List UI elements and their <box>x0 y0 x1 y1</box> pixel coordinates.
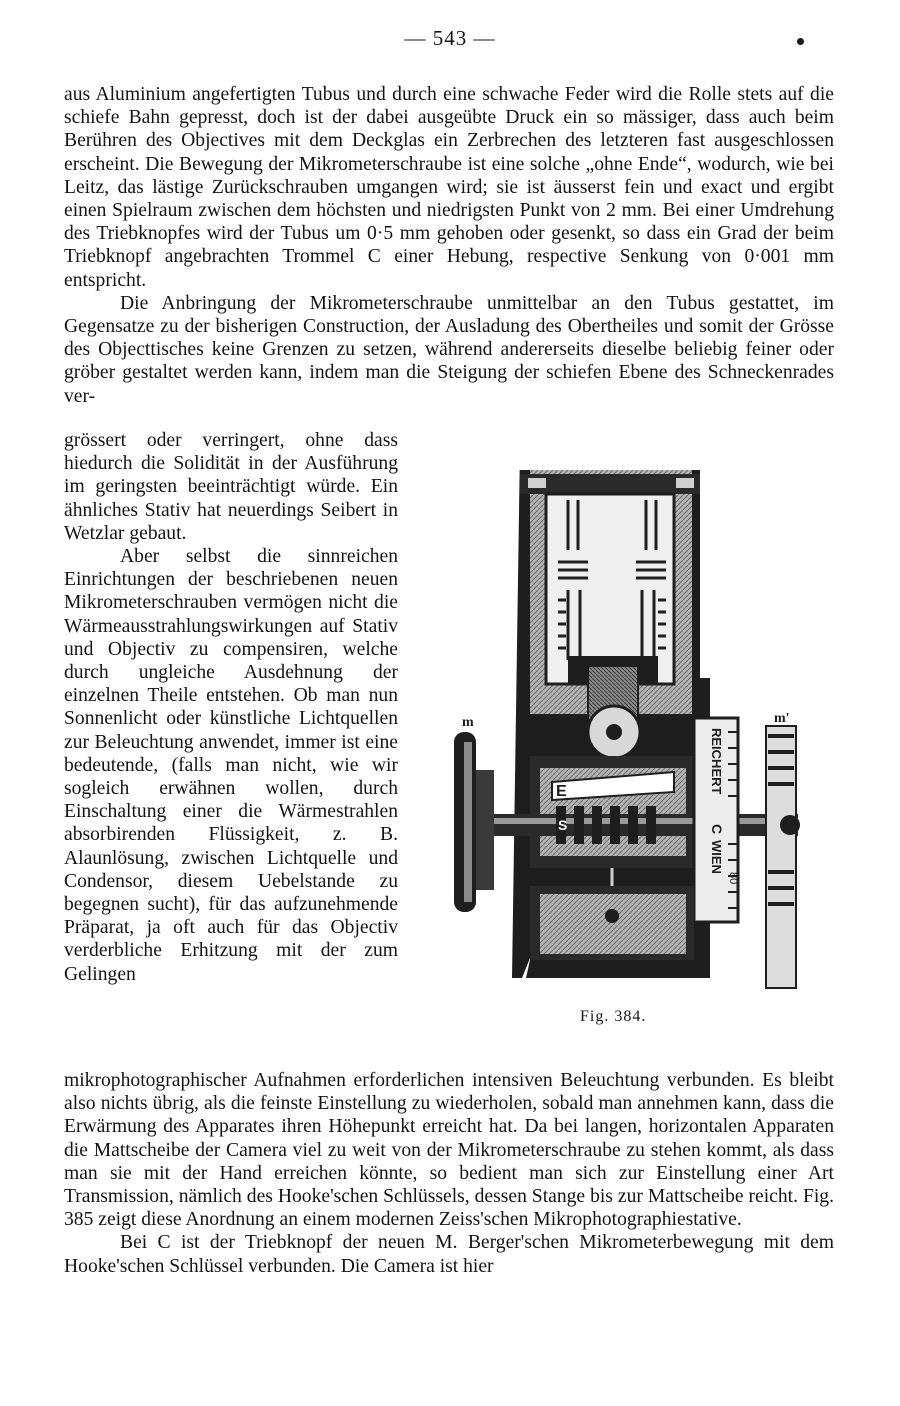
label-m: m <box>462 715 474 730</box>
label-c: C <box>709 824 725 835</box>
paragraph: Bei C ist der Triebknopf der neuen M. Berger'schen Mikrometerbewegung mit dem Hooke'schen Schlüssel verbunden. Die Camera ist hier <box>64 1232 834 1277</box>
paragraph: Aber selbst die sinnreichen Einrichtungen der beschriebenen neuen Mikrometerschrauben vermögen nicht die Wärmeausstrahlungswirkungen auf Stativ und Objectiv zu compensiren, welche durch ungleiche Ausdehnung der einzelnen Theile entstehen. Ob man nun Sonnenlicht oder künstliche Lichtquellen zur Beleuchtung anwendet, immer ist eine bedeutende, (falls man nicht, wie wir sogleich erwähnen wollen, durch Einschaltung einer die Wärmestrahlen absorbirenden Flüssigkeit, z. B. Alaunlösung, zwischen Lichtquelle und Condensor, diesem Uebelstande zu begegnen sucht), für das aufzunehmende Präparat, ja oft auch für das Objectiv verderbliche Erhitzung mit der zum Gelingen <box>64 546 398 985</box>
side-text-block <box>64 429 398 986</box>
label-s: S <box>558 817 568 833</box>
paragraph: Die Anbringung der Mikrometerschraube unmittelbar an den Tubus gestattet, im Gegensatze zu der bisherigen Construction, der Ausladung des Obertheiles und somit der Grösse des Objecttisches keine Grenzen zu setzen, während andererseits dieselbe beliebig feiner oder gröber gestaltet werden kann, indem man die Steigung der schiefen Ebene des Schneckenrades ver- <box>64 292 834 407</box>
label-scale: 80 <box>727 872 739 885</box>
label-m-prime: m' <box>774 711 790 726</box>
micrometer-engraving <box>428 470 846 990</box>
top-text-block <box>64 83 834 408</box>
page-number: — 543 — <box>404 26 496 50</box>
figure-384 <box>428 470 846 990</box>
label-r: R <box>578 741 588 756</box>
paragraph: mikrophotographischer Aufnahmen erforderlichen intensiven Beleuchtung verbunden. Es bleibt also nichts übrig, als die feinste Einstellung zu wiederholen, sobald man annehmen kann, dass die Erwärmung des Apparates ihren Höhepunkt erreicht hat. Da bei langen, horizontalen Apparaten die Mattscheibe der Camera viel zu weit von der Mikrometerschraube zu stehen kommt, als dass man sie mit der Hand erreichen könnte, so bedient man sich zur Einstellung einer Art Transmission, nämlich des Hooke'schen Schlüssels, dessen Stange bis zur Mattscheibe reicht. Fig. 385 zeigt diese Anordnung an einem modernen Zeiss'schen Mikrophotographiestative. <box>64 1070 834 1231</box>
paragraph: aus Aluminium angefertigten Tubus und durch eine schwache Feder wird die Rolle stets auf die schiefe Bahn gepresst, doch ist der dabei ausgeübte Druck ein so mässiger, dass auch beim Berühren des Objectives mit dem Deckglas ein Zerbrechen des letzteren fast ausgeschlossen erscheint. Die Bewegung der Mikrometerschraube ist eine solche „ohne Ende“, wodurch, wie bei Leitz, das lästige Zurückschrauben umgangen wird; sie ist äusserst fein und exact und ergibt einen Spielraum zwischen dem höchsten und niedrigsten Punkt von 2 mm. Bei einer Umdrehung des Triebknopfes wird der Tubus um 0·5 mm gehoben oder gesenkt, so dass ein Grad der beim Triebknopf angebrachten Trommel C einer Hebung, respective Senkung von 0·001 mm entspricht. <box>64 84 834 291</box>
label-city: WIEN <box>709 840 724 874</box>
label-maker: REICHERT <box>709 728 724 795</box>
paragraph: grössert oder verringert, ohne dass hiedurch die Solidität in der Ausführung im geringsten beeinträchtigt würde. Ein ähnliches Stativ hat neuerdings Seibert in Wetzlar gebaut. <box>64 430 398 544</box>
bottom-text-block <box>64 1069 834 1278</box>
label-e: E <box>556 783 567 800</box>
print-speck <box>797 38 804 45</box>
figure-caption: Fig. 384. <box>580 1008 647 1025</box>
